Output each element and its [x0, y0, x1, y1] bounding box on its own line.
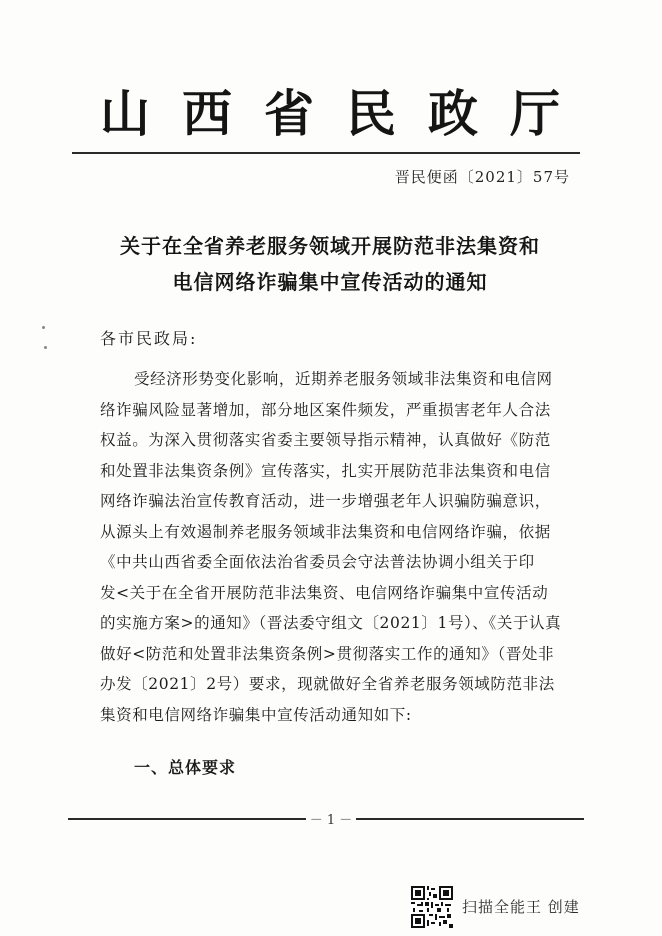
body-line: 做好<防范和处置非法集资条例>贯彻落实工作的通知》（晋处非 [100, 644, 555, 663]
agency-char: 西 [182, 84, 232, 143]
scan-speck [42, 326, 45, 329]
agency-char: 厅 [510, 84, 560, 143]
body-line: 集资和电信网络诈骗集中宣传活动通知如下: [100, 705, 412, 724]
agency-char: 省 [264, 84, 314, 143]
agency-char: 民 [346, 84, 396, 143]
body-line: 的实施方案>的通知》（晋法委守组文〔2021〕1号）、《关于认真 [100, 614, 562, 632]
agency-char: 政 [428, 84, 478, 143]
body-line: 从源头上有效遏制养老服务领域非法集资和电信网络诈骗，依据 [100, 522, 551, 541]
body-line: 受经济形势变化影响，近期养老服务领域非法集资和电信网 [134, 370, 553, 388]
document-title-line: 关于在全省养老服务领域开展防范非法集资和 [120, 234, 540, 258]
document-title [60, 228, 600, 300]
scan-speck [44, 346, 47, 349]
body-line: 《中共山西省委全面依法治省委员会守法普法协调小组关于印 [100, 553, 535, 571]
header-divider [72, 152, 580, 154]
body-paragraph [100, 364, 578, 730]
body-line: 络诈骗风险显著增加，部分地区案件频发，严重损害老年人合法 [100, 400, 551, 419]
body-line: 办发〔2021〕2号）要求，现就做好全省养老服务领域防范非法 [100, 675, 555, 693]
agency-header-title [100, 84, 560, 144]
salutation: 各市民政局: [100, 329, 198, 348]
body-line: 和处置非法集资条例》宣传落实，扎实开展防范非法集资和电信 [100, 461, 551, 480]
document-title-line: 电信网络诈骗集中宣传活动的通知 [172, 270, 488, 294]
page-number: － 1 － [306, 813, 356, 829]
body-line: 发<关于在全省开展防范非法集资、电信网络诈骗集中宣传活动 [100, 583, 549, 602]
document-number: 晋民便函〔2021〕57号 [394, 168, 570, 186]
scanner-watermark: 扫描全能王 创建 [462, 898, 580, 916]
agency-char: 山 [100, 84, 150, 143]
section-heading: 一、总体要求 [134, 758, 237, 777]
body-line: 网络诈骗法治宣传教育活动，进一步增强老年人识骗防骗意识， [100, 492, 551, 510]
qr-code-icon [411, 886, 453, 928]
body-line: 权益。为深入贯彻落实省委主要领导指示精神，认真做好《防范 [100, 431, 551, 449]
